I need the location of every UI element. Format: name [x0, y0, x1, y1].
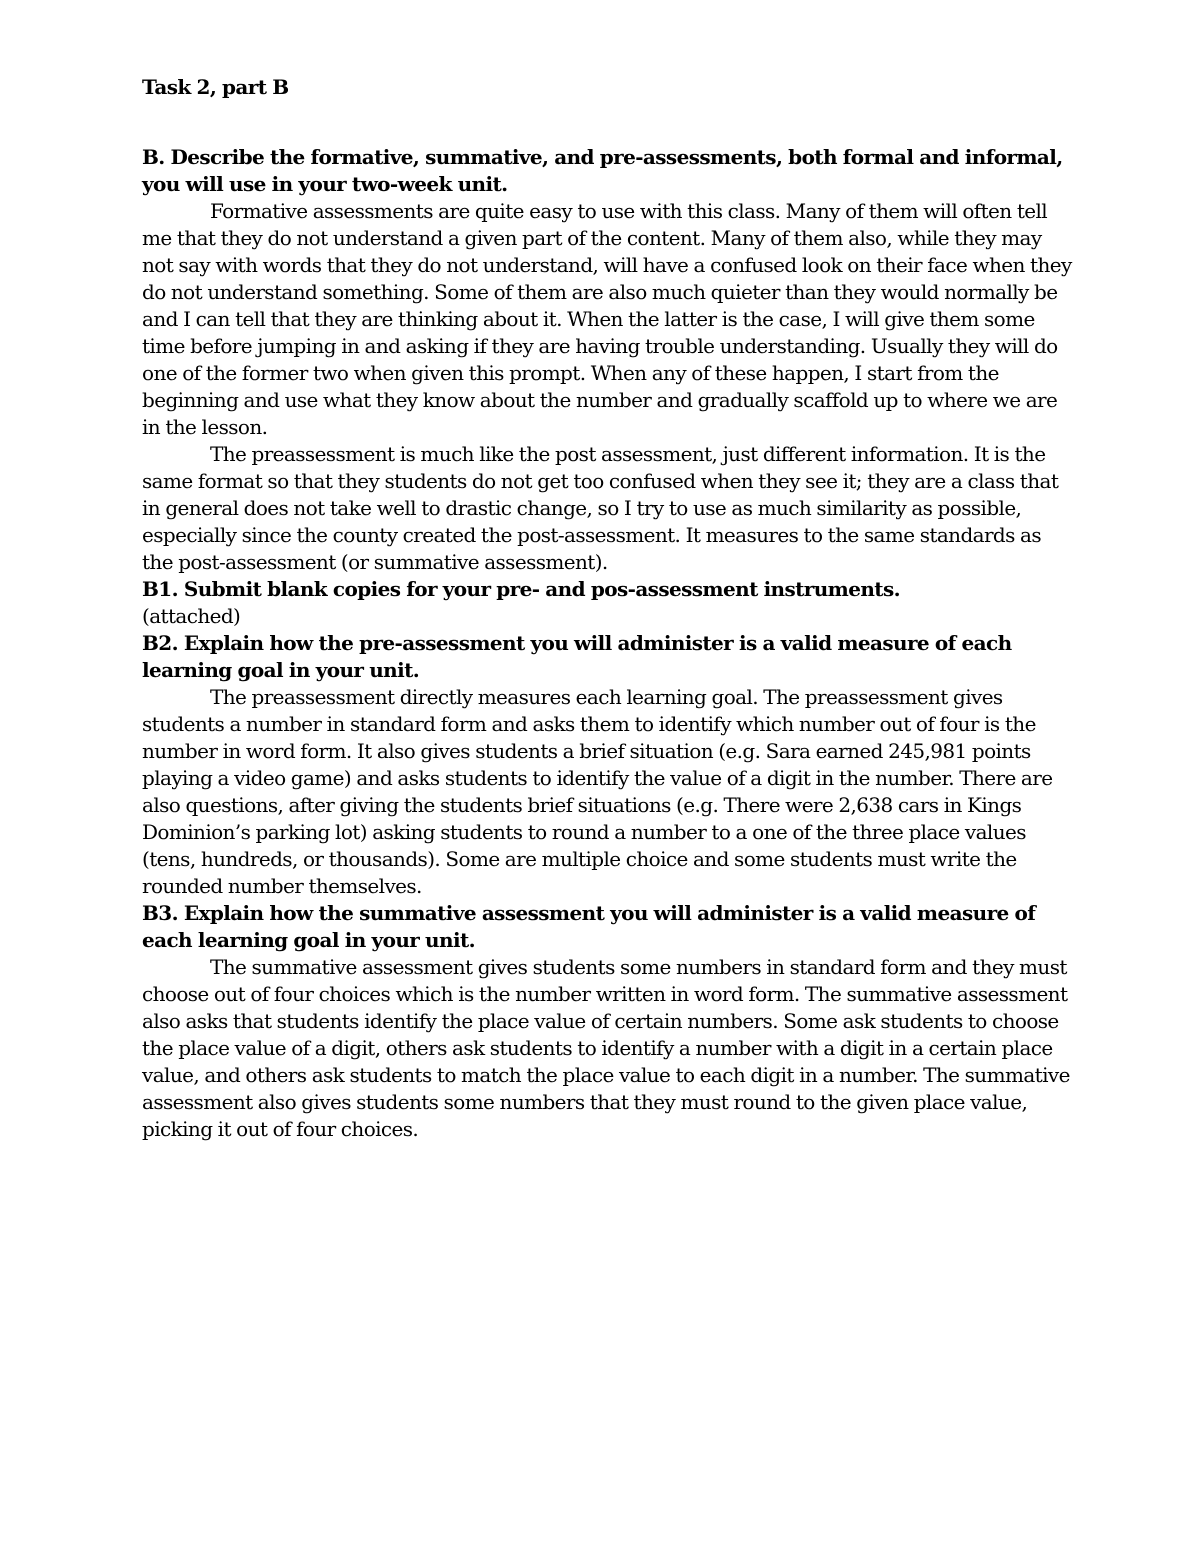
document-title: Task 2, part B: [142, 75, 289, 99]
section-b2-heading: B2. Explain how the pre-assessment you will administer is a valid measure of each learning goal in your unit.: [142, 631, 1012, 682]
section-b1-heading: B1. Submit blank copies for your pre- and pos-assessment instruments.: [142, 577, 900, 601]
section-b3-heading: B3. Explain how the summative assessment you will administer is a valid measure of each learning goal in your unit.: [142, 901, 1036, 952]
document-body: [142, 144, 1072, 1143]
section-b-paragraph-preassessment: The preassessment is much like the post assessment, just different information. It is the same format so that they students do not get too confused when they see it; they are a class that in general does not take well to drastic change, so I try to use as much similarity as possible, especially since the county created the post-assessment. It measures to the same standards as the post-assessment (or summative assessment).: [142, 442, 1059, 574]
section-b2-paragraph: The preassessment directly measures each learning goal. The preassessment gives students a number in standard form and asks them to identify which number out of four is the number in word form. It also gives students a brief situation (e.g. Sara earned 245,981 points playing a video game) and asks students to identify the value of a digit in the number. There are also questions, after giving the students brief situations (e.g. There were 2,638 cars in Kings Dominion’s parking lot) asking students to round a number to a one of the three place values (tens, hundreds, or thousands). Some are multiple choice and some students must write the rounded number themselves.: [142, 685, 1053, 898]
section-b-heading: B. Describe the formative, summative, and pre-assessments, both formal and informal, you will use in your two-week unit.: [142, 145, 1063, 196]
section-b3-paragraph: The summative assessment gives students some numbers in standard form and they must choose out of four choices which is the number written in word form. The summative assessment also asks that students identify the place value of certain numbers. Some ask students to choose the place value of a digit, others ask students to identify a number with a digit in a certain place value, and others ask students to match the place value to each digit in a number. The summative assessment also gives students some numbers that they must round to the given place value, picking it out of four choices.: [142, 955, 1070, 1141]
section-b1-note: (attached): [142, 604, 241, 628]
section-b-paragraph-formative: Formative assessments are quite easy to use with this class. Many of them will often tell me that they do not understand a given part of the content. Many of them also, while they may not say with words that they do not understand, will have a confused look on their face when they do not understand something. Some of them are also much quieter than they would normally be and I can tell that they are thinking about it. When the latter is the case, I will give them some time before jumping in and asking if they are having trouble understanding. Usually they will do one of the former two when given this prompt. When any of these happen, I start from the beginning and use what they know about the number and gradually scaffold up to where we are in the lesson.: [142, 199, 1072, 439]
